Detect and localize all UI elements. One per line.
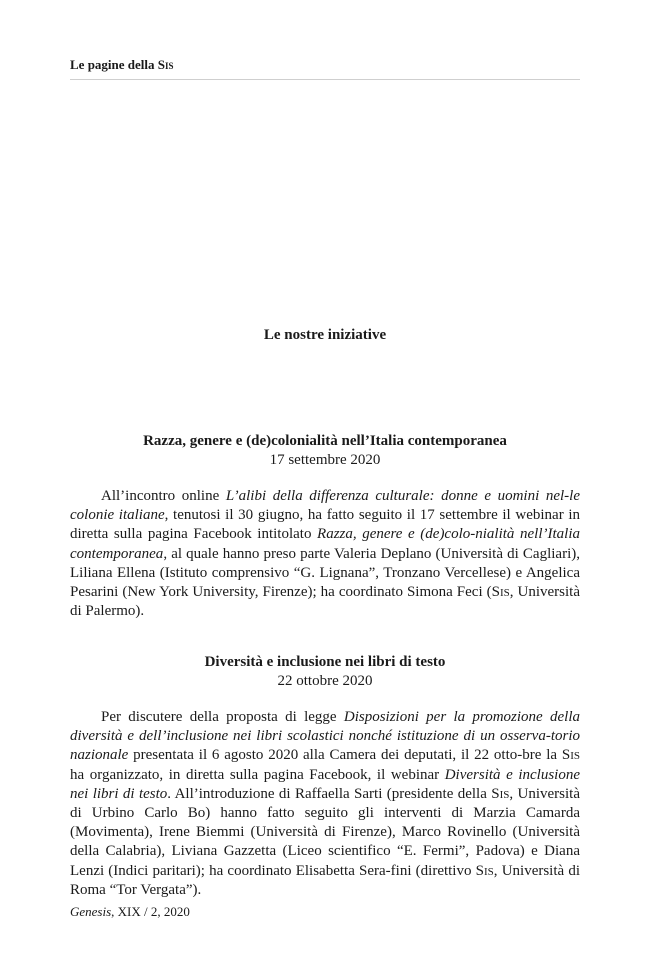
article-2 (70, 653, 580, 900)
italic-run: Disposizioni per la promozione della diversità e dell’inclusione nei libri scolastici nonché istituzione di un osserva-torio nazionale (70, 709, 580, 764)
text-run: presentata il 6 agosto 2020 alla Camera dei deputati, il 22 otto-bre la (128, 747, 562, 764)
text-run: ha organizzato, in diretta sulla pagina Facebook, il webinar (70, 766, 445, 783)
italic-run: Razza, genere e (de)colo-nialità nell’Italia contemporanea (70, 526, 580, 562)
smallcaps-run: Sis (491, 785, 510, 802)
article-body (70, 708, 580, 900)
smallcaps-run: Sis (491, 584, 510, 601)
text-run: , Università di Palermo). (70, 584, 581, 620)
italic-run: Diversità e inclusione nei libri di testo (70, 766, 580, 802)
running-head-prefix: Le pagine della (70, 57, 158, 72)
smallcaps-run: Sis (475, 862, 494, 879)
article-body (70, 487, 580, 621)
article-date: 22 ottobre 2020 (277, 673, 373, 689)
text-run: , Università di Roma “Tor Vergata”). (70, 862, 581, 898)
page-footer (70, 904, 190, 920)
article-title: Diversità e inclusione nei libri di testo (204, 654, 446, 670)
smallcaps-run: Sis (561, 747, 580, 764)
journal-name: Genesis (70, 904, 112, 919)
running-head (70, 57, 580, 80)
article-date: 17 settembre 2020 (269, 452, 381, 468)
text-run: , Università di Urbino Carlo Bo) hanno fatto seguito gli interventi di Marzia Camarda (Movimenta), Irene Biemmi (Università di Firenze), Marco Rovinello (Università della Calabria), Liviana Gazzetta (Liceo scientifico “E. Fermi”, Padova) e Diana Lenzi (Indici paritari); ha coordinato Elisabetta Sera-fini (direttivo (70, 785, 580, 879)
article-1 (70, 432, 580, 621)
italic-run: L’alibi della differenza culturale: donne e uomini nel-le colonie italiane (70, 488, 580, 524)
running-head-sis: Sis (157, 57, 174, 72)
text-run: . All’introduzione di Raffaella Sarti (presidente della (167, 785, 492, 802)
text-run: All’incontro online (101, 488, 226, 504)
section-title: Le nostre iniziative (263, 327, 387, 343)
text-run: , tenutosi il 30 giugno, ha fatto seguito il 17 settembre il webinar in diretta sulla pagina Facebook intitolato (70, 507, 581, 543)
article-title: Razza, genere e (de)colonialità nell’Italia contemporanea (143, 433, 507, 449)
text-run: Per discutere della proposta di legge (101, 709, 344, 725)
journal-issue: , XIX / 2, 2020 (111, 904, 190, 919)
text-run: , al quale hanno preso parte Valeria Deplano (Università di Cagliari), Liliana Ellena (Istituto comprensivo “G. Lignana”, Tronzano Vercellese) e Angelica Pesarini (New York University, Firenze); ha coordinato Simona Feci ( (70, 545, 580, 601)
